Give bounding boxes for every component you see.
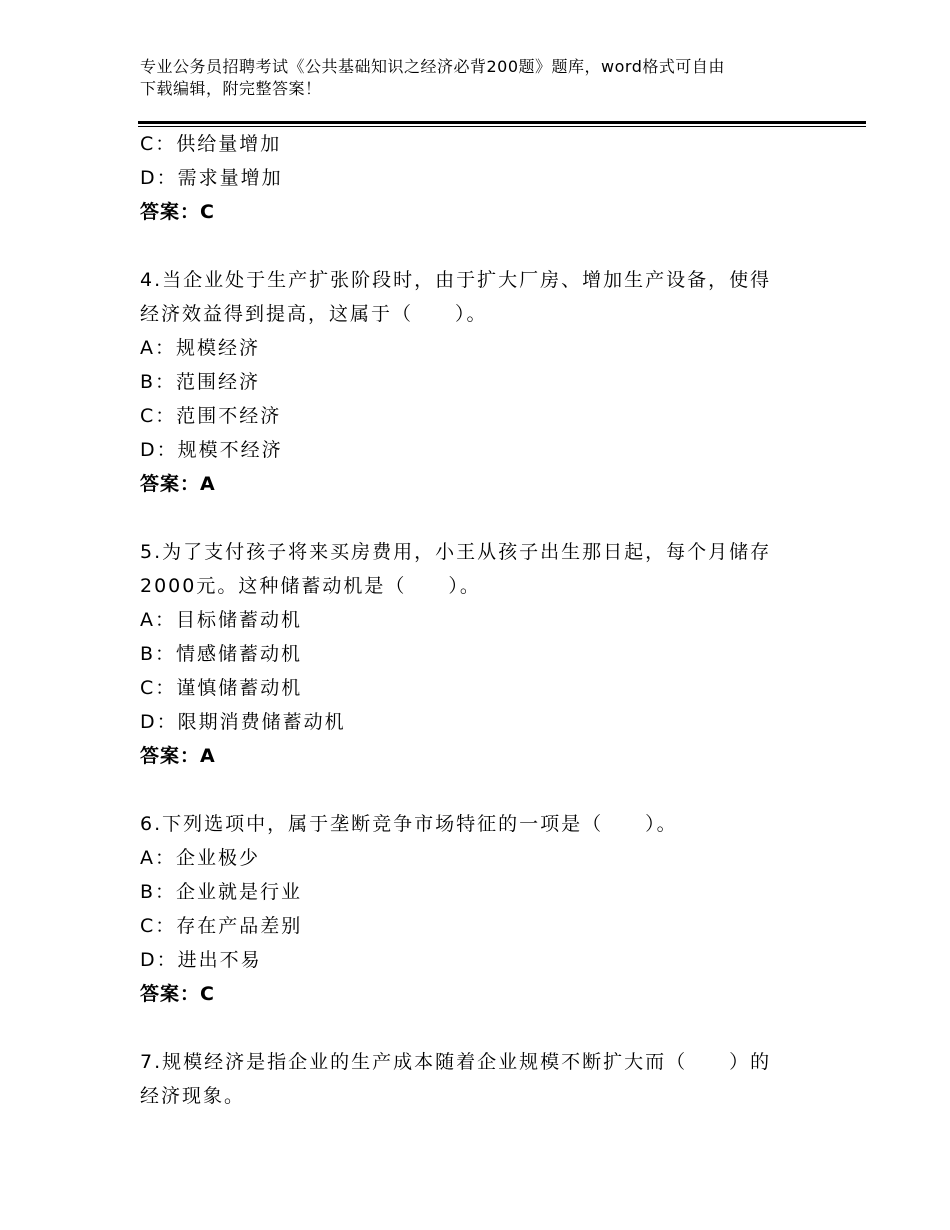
option-a: A：规模经济 — [140, 337, 260, 359]
answer: 答案：C — [140, 983, 215, 1005]
question-stem: 6.下列选项中，属于垄断竞争市场特征的一项是（ ）。 — [140, 813, 678, 835]
header-title-line-2: 下载编辑，附完整答案！ — [140, 79, 322, 98]
option-b: B：情感储蓄动机 — [140, 643, 303, 665]
question-6 — [140, 807, 820, 1011]
document-body — [140, 127, 820, 1113]
question-5 — [140, 535, 820, 773]
question-stem: 经济效益得到提高，这属于（ ）。 — [140, 303, 488, 325]
option-d: D：需求量增加 — [140, 167, 283, 189]
answer: 答案：A — [140, 745, 216, 767]
option-c: C：存在产品差别 — [140, 915, 303, 937]
question-stem: 7.规模经济是指企业的生产成本随着企业规模不断扩大而（ ）的 — [140, 1051, 772, 1073]
question-4 — [140, 263, 820, 501]
option-a: A：目标储蓄动机 — [140, 609, 302, 631]
spacer — [140, 501, 820, 535]
option-b: B：企业就是行业 — [140, 881, 303, 903]
option-c: C：谨慎储蓄动机 — [140, 677, 303, 699]
option-d: D：规模不经济 — [140, 439, 283, 461]
question-stem: 经济现象。 — [140, 1085, 246, 1107]
option-c: C：范围不经济 — [140, 405, 282, 427]
header-rule-thick — [138, 121, 866, 124]
answer: 答案：C — [140, 201, 215, 223]
option-c: C：供给量增加 — [140, 133, 282, 155]
question-3-continued — [140, 127, 820, 229]
option-d: D：进出不易 — [140, 949, 262, 971]
answer: 答案：A — [140, 473, 216, 495]
question-stem: 4.当企业处于生产扩张阶段时，由于扩大厂房、增加生产设备，使得 — [140, 269, 772, 291]
question-stem: 2000元。这种储蓄动机是（ ）。 — [140, 575, 481, 597]
document-header — [140, 56, 820, 100]
header-title-line-1: 专业公务员招聘考试《公共基础知识之经济必背200题》题库，word格式可自由 — [140, 57, 725, 76]
question-7 — [140, 1045, 820, 1113]
spacer — [140, 1011, 820, 1045]
option-d: D：限期消费储蓄动机 — [140, 711, 346, 733]
option-a: A：企业极少 — [140, 847, 260, 869]
spacer — [140, 229, 820, 263]
option-b: B：范围经济 — [140, 371, 261, 393]
spacer — [140, 773, 820, 807]
question-stem: 5.为了支付孩子将来买房费用，小王从孩子出生那日起，每个月储存 — [140, 541, 772, 563]
